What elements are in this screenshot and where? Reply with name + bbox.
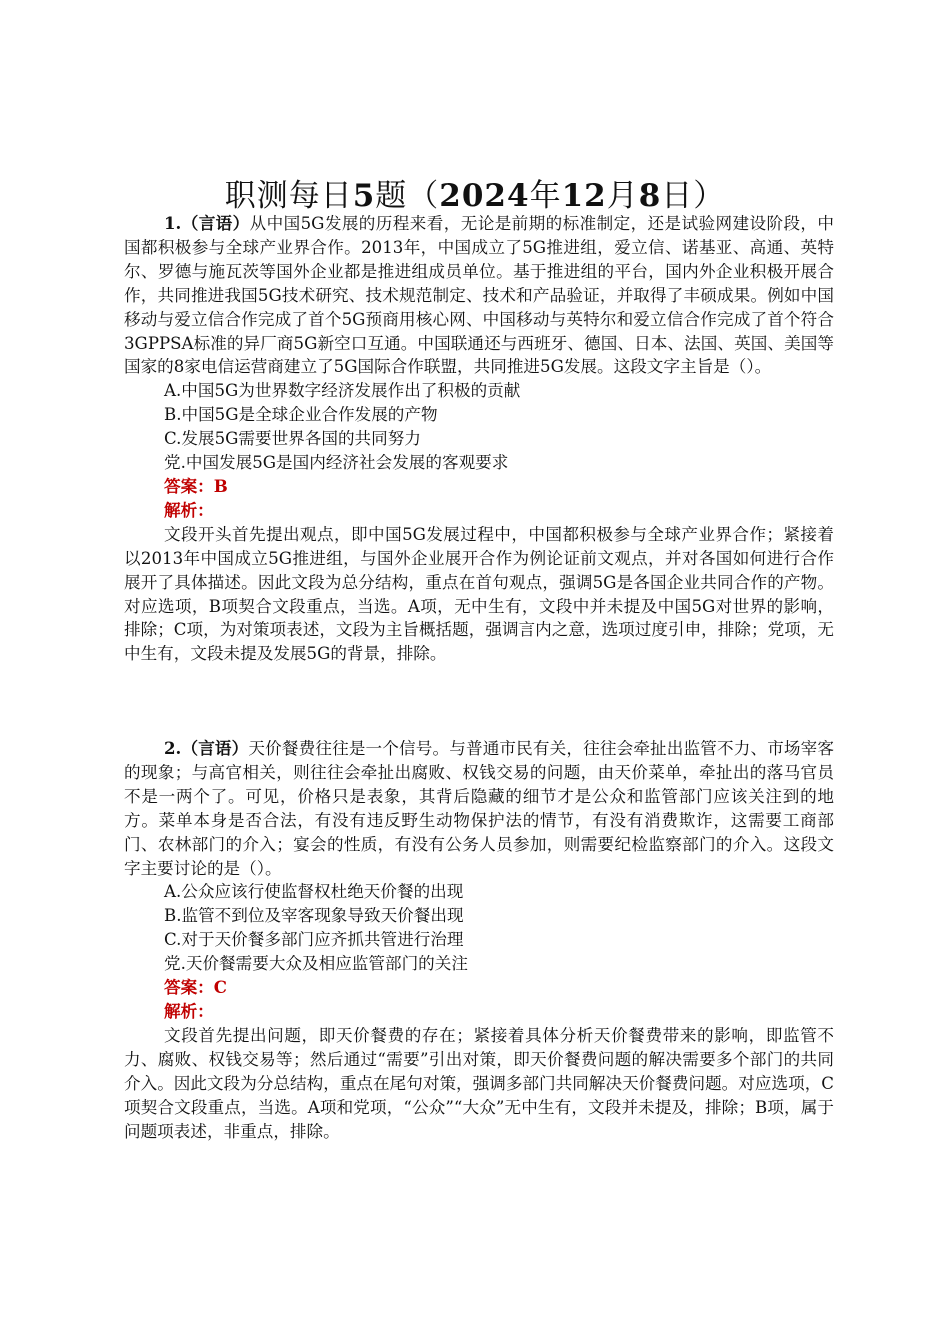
title-count: 5 [352, 178, 376, 214]
analysis-label: 解析： [164, 499, 214, 520]
question-block [124, 212, 834, 666]
option-c: C.发展5G需要世界各国的共同努力 [164, 429, 421, 449]
title-text: 年 [529, 178, 562, 214]
question-text: 天价餐费往往是一个信号。与普通市民有关，往往会牵扯出监管不力、市场宰客的现象；与高官相关，则往往会牵扯出腐败、权钱交易的问题，由天价菜单，牵扯出的落马官员不是一两个了。可见，价格只是表象，其背后隐藏的细节才是公众和监管部门应该关注到的地方。菜单本身是否合法，有没有违反野生动物保护法的情节，有没有消费欺诈，这需要工商部门、农林部门的介入；宴会的性质，有没有公务人员参加，则需要纪检监察部门的介入。这段文字主要讨论的是（）。 [124, 739, 834, 878]
title-text: 职测每日 [224, 178, 353, 214]
option-a: A.公众应该行使监督权杜绝天价餐的出现 [164, 882, 464, 902]
analysis-text: 文段开头首先提出观点，即中国5G发展过程中，中国都积极参与全球产业界合作；紧接着以2013年中国成立5G推进组，与国外企业展开合作为例论证前文观点，并对各国如何进行合作展开了具体描述。因此文段为总分结构，重点在首句观点，强调5G是各国企业共同合作的产物。对应选项，B项契合文段重点，当选。A项，无中生有，文段中并未提及中国5G对世界的影响，排除；C项，为对策项表述，文段为主旨概括题，强调言内之意，选项过度引申，排除；党项，无中生有，文段未提及发展5G的背景，排除。 [124, 524, 834, 664]
option-d: 党.天价餐需要大众及相应监管部门的关注 [164, 954, 468, 974]
question-block [124, 737, 834, 1143]
title-text: 题（ [375, 178, 440, 214]
option-c: C.对于天价餐多部门应齐抓共管进行治理 [164, 930, 464, 950]
question-number: 1.（言语） [164, 213, 250, 233]
page-title [0, 170, 950, 215]
option-a: A.中国5G为世界数字经济发展作出了积极的贡献 [164, 381, 521, 401]
title-text: 日） [661, 178, 726, 214]
option-b: B.监管不到位及宰客现象导致天价餐出现 [164, 906, 464, 926]
analysis-label: 解析： [164, 1000, 214, 1021]
question-stem [124, 737, 834, 880]
question-stem [124, 212, 834, 379]
question-number: 2.（言语） [164, 738, 249, 758]
title-day: 8 [638, 178, 662, 214]
option-d: 党.中国发展5G是国内经济社会发展的客观要求 [164, 453, 509, 473]
answer-label: 答案：B [164, 475, 228, 496]
title-text: 月 [606, 178, 639, 214]
analysis-text: 文段首先提出问题，即天价餐费的存在；紧接着具体分析天价餐费带来的影响，即监管不力、腐败、权钱交易等；然后通过“需要”引出对策，即天价餐费问题的解决需要多个部门的共同介入。因此文段为分总结构，重点在尾句对策，强调多部门共同解决天价餐费问题。对应选项，C项契合文段重点，当选。A项和党项，“公众”“大众”无中生有，文段并未提及，排除；B项，属于问题项表述，非重点，排除。 [124, 1025, 834, 1141]
title-month: 12 [561, 178, 607, 214]
question-text: 从中国5G发展的历程来看，无论是前期的标准制定，还是试验网建设阶段，中国都积极参与全球产业界合作。2013年，中国成立了5G推进组，爱立信、诺基亚、高通、英特尔、罗德与施瓦茨等国外企业都是推进组成员单位。基于推进组的平台，国内外企业积极开展合作，共同推进我国5G技术研究、技术规范制定、技术和产品验证，并取得了丰硕成果。例如中国移动与爱立信合作完成了首个5G预商用核心网、中国移动与英特尔和爱立信合作完成了首个符合3GPPSA标准的异厂商5G新空口互通。中国联通还与西班牙、德国、日本、法国、英国、美国等国家的8家电信运营商建立了5G国际合作联盟，共同推进5G发展。这段文字主旨是（）。 [124, 214, 835, 377]
answer-label: 答案：C [164, 977, 227, 998]
title-year: 2024 [439, 178, 530, 214]
option-b: B.中国5G是全球企业合作发展的产物 [164, 405, 438, 425]
